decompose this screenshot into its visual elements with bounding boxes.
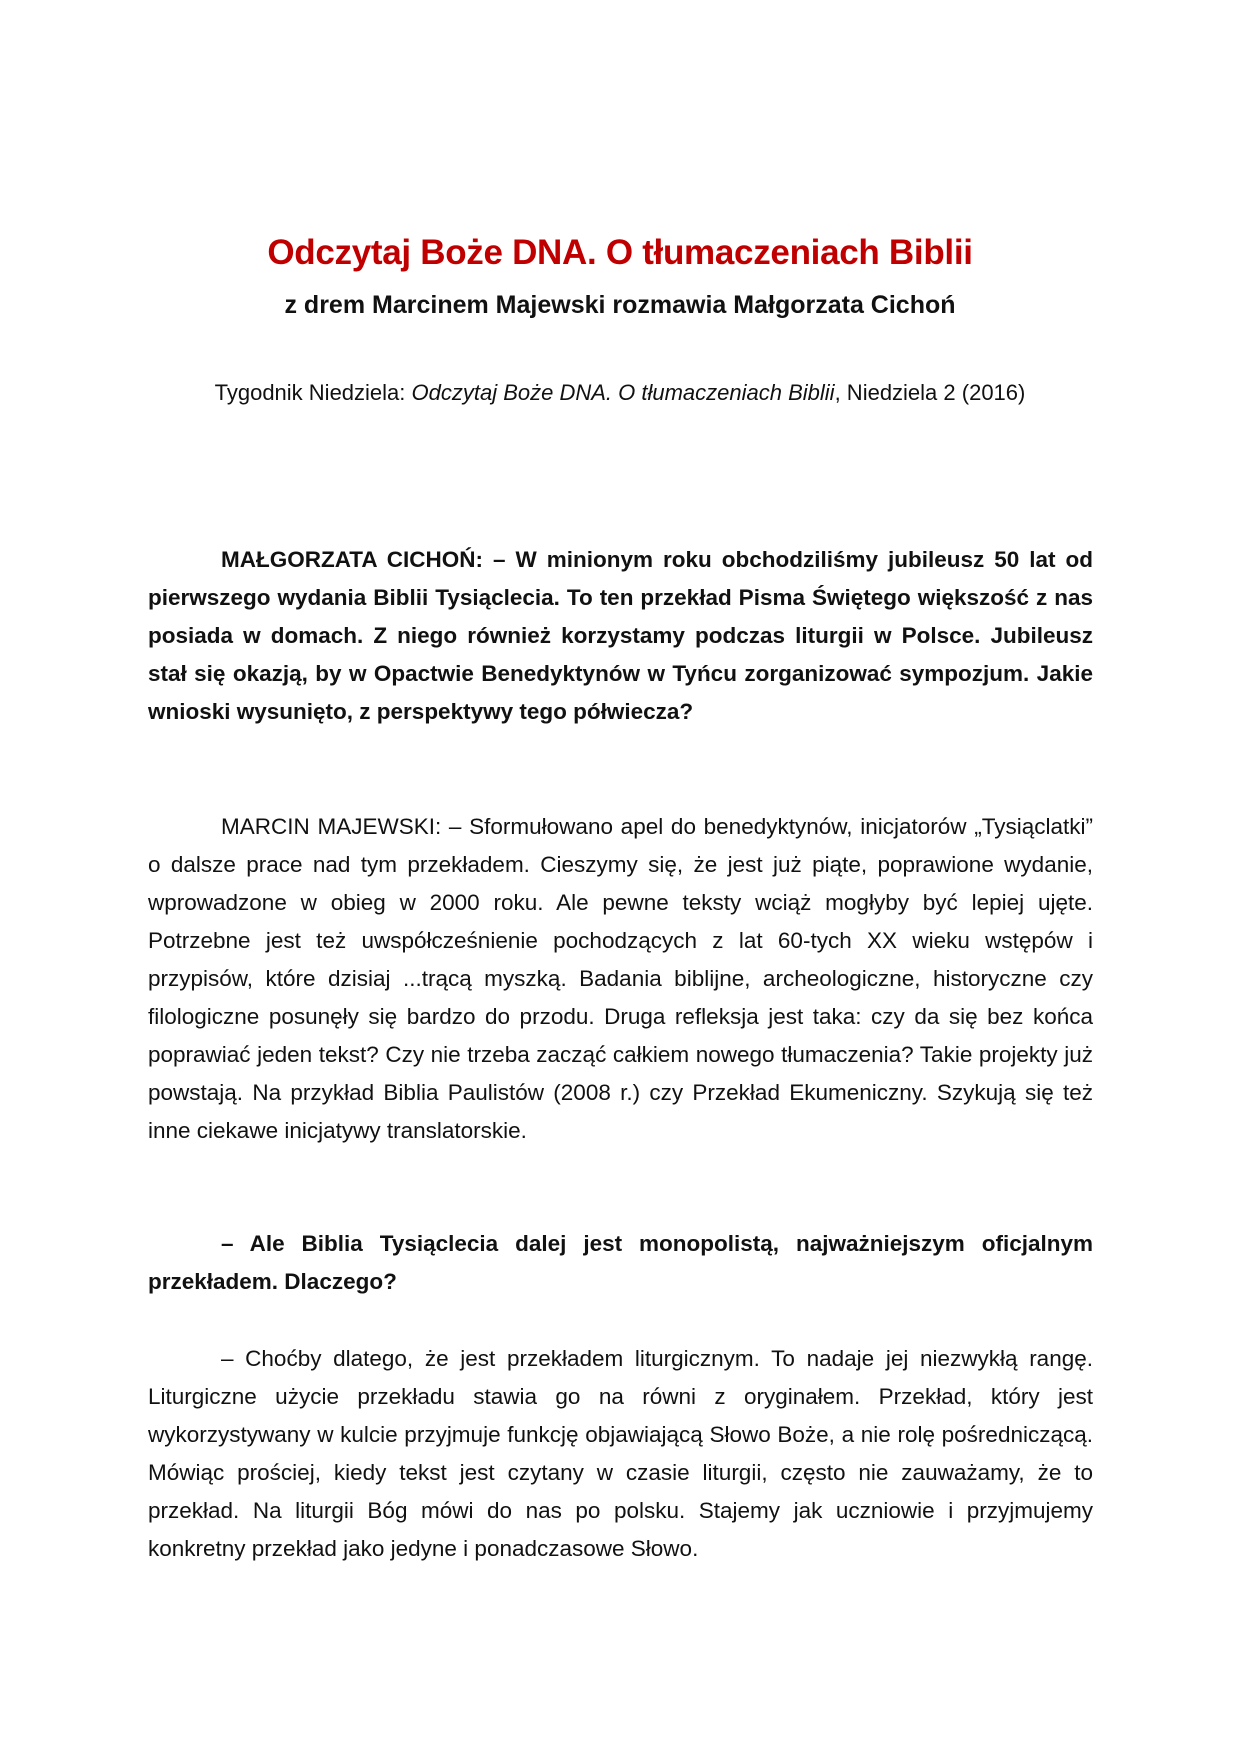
paragraph-text: – Choćby dlatego, że jest przekładem liturgicznym. To nadaje jej niezwykłą rangę. Liturgiczne użycie przekładu stawia go na równi z oryginałem. Przekład, który jest wykorzystywany w kulcie przyjmuje funkcję objawiającą Słowo Boże, a nie rolę pośredniczącą. Mówiąc prościej, kiedy tekst jest czytany w czasie liturgii, często nie zauważamy, że to przekład. Na liturgii Bóg mówi do nas po polsku. Stajemy jak uczniowie i przyjmujemy konkretny przekład jako jedyne i ponadczasowe Słowo. xyxy=(148,1346,1093,1561)
source-citation xyxy=(0,380,1240,406)
paragraph-text: MAŁGORZATA CICHOŃ: – W minionym roku obchodziliśmy jubileusz 50 lat od pierwszego wydania Biblii Tysiąclecia. To ten przekład Pisma Świętego większość z nas posiada w domach. Z niego również korzystamy podczas liturgii w Polsce. Jubileusz stał się okazją, by w Opactwie Benedyktynów w Tyńcu zorganizować sympozjum. Jakie wnioski wysunięto, z perspektywy tego półwiecza? xyxy=(148,547,1093,724)
paragraph-text: MARCIN MAJEWSKI: – Sformułowano apel do benedyktynów, inicjatorów „Tysiąclatki” o dalsze prace nad tym przekładem. Cieszymy się, że jest już piąte, poprawione wydanie, wprowadzone w obieg w 2000 roku. Ale pewne teksty wciąż mogłyby być lepiej ujęte. Potrzebne jest też uwspółcześnienie pochodzących z lat 60-tych XX wieku wstępów i przypisów, które dzisiaj ...trącą myszką. Badania biblijne, archeologiczne, historyczne czy filologiczne posunęły się bardzo do przodu. Druga refleksja jest taka: czy da się bez końca poprawiać jeden tekst? Czy nie trzeba zacząć całkiem nowego tłumaczenia? Takie projekty już powstają. Na przykład Biblia Paulistów (2008 r.) czy Przekład Ekumeniczny. Szykują się też inne ciekawe inicjatywy translatorskie. xyxy=(148,814,1093,1143)
article-title: Odczytaj Boże DNA. O tłumaczeniach Biblii xyxy=(267,233,973,272)
source-italic-title: Odczytaj Boże DNA. O tłumaczeniach Biblii xyxy=(411,380,835,405)
source-suffix: , Niedziela 2 (2016) xyxy=(834,380,1026,405)
paragraph-text: – Ale Biblia Tysiąclecia dalej jest monopolistą, najważniejszym oficjalnym przekładem. Dlaczego? xyxy=(148,1231,1093,1294)
answer-paragraph-2 xyxy=(148,1340,1093,1568)
question-paragraph-2 xyxy=(148,1225,1093,1301)
question-paragraph-1 xyxy=(148,541,1093,731)
article-subtitle: z drem Marcinem Majewski rozmawia Małgorzata Cichoń xyxy=(284,291,956,319)
answer-paragraph-1 xyxy=(148,808,1093,1150)
source-prefix: Tygodnik Niedziela: xyxy=(214,380,412,405)
